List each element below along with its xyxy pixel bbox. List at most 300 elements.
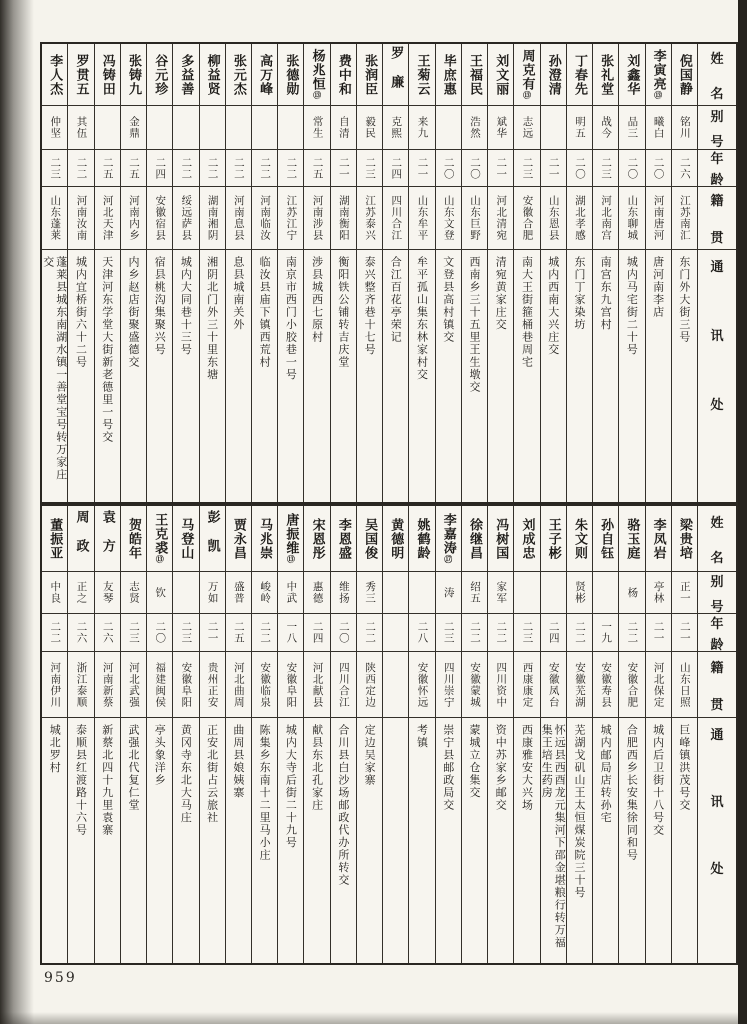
person-column	[619, 506, 645, 963]
person-alias: 绍五	[469, 581, 481, 604]
person-age: 二二	[49, 621, 62, 644]
person-native: 安徽合肥	[521, 195, 534, 241]
person-address: 西康雅安大兴场	[520, 724, 534, 812]
person-age-cell	[383, 150, 408, 187]
person-native: 河南息县	[232, 195, 245, 241]
person-address-cell	[200, 718, 225, 963]
person-column	[304, 506, 330, 963]
person-address: 亭头象洋乡	[153, 724, 167, 787]
person-name: 张礼堂	[598, 53, 614, 96]
scan-edge-right	[738, 0, 747, 1024]
person-name: 彭凯	[204, 509, 220, 568]
person-column	[304, 44, 330, 502]
person-age: 二六	[75, 621, 88, 644]
person-column	[173, 44, 199, 502]
person-column	[252, 506, 278, 963]
person-name-cell	[646, 44, 671, 106]
person-alias-cell	[42, 572, 67, 614]
person-age: 二六	[678, 156, 691, 180]
person-alias-cell	[383, 106, 408, 150]
person-age-cell	[646, 150, 671, 187]
person-alias-cell	[200, 572, 225, 614]
person-address-cell	[278, 250, 303, 502]
person-age: 二〇	[469, 156, 481, 180]
person-address: 正安北街占云旅社	[205, 724, 219, 824]
person-alias: 铭川	[678, 116, 691, 139]
person-native-cell	[121, 652, 146, 718]
person-address: 城内宜桥街六十二号	[74, 256, 88, 369]
person-address-cell	[619, 718, 644, 963]
person-age: 二三	[521, 156, 534, 180]
person-name-cell	[488, 44, 513, 106]
person-age: 二五	[232, 621, 245, 644]
person-name-cell	[95, 44, 120, 106]
person-column	[226, 506, 252, 963]
person-native: 山东日照	[678, 661, 691, 708]
person-age-cell	[68, 614, 93, 652]
person-alias-cell	[68, 572, 93, 614]
person-native: 河北保定	[652, 661, 665, 708]
person-address-cell	[252, 250, 277, 502]
person-alias-cell	[593, 572, 618, 614]
person-native-cell	[514, 652, 539, 718]
person-address: 城内邮局店转孙宅	[599, 724, 613, 824]
person-name: 冯树国	[493, 517, 509, 560]
person-address: 定边吴家寨	[363, 724, 377, 787]
person-age-cell	[593, 150, 618, 187]
person-name-cell	[278, 506, 303, 572]
header-age-label: 年 龄	[710, 616, 724, 652]
person-name-cell	[278, 44, 303, 106]
person-address-cell	[226, 250, 251, 502]
person-column	[646, 506, 672, 963]
person-age: 二二	[180, 156, 193, 180]
person-age: 二一	[206, 621, 219, 644]
person-age-cell	[278, 150, 303, 187]
person-name: 张润臣	[362, 53, 378, 96]
person-name: 骆玉庭	[624, 517, 640, 560]
person-age-cell	[252, 614, 277, 652]
person-name: 李嘉涛⑰	[440, 513, 456, 564]
person-address: 牟平孤山集东林家村交	[415, 256, 429, 381]
person-name: 刘成忠	[519, 517, 535, 560]
person-age-cell	[357, 614, 382, 652]
person-address: 西南乡三十五里王生墩交	[468, 256, 481, 394]
person-name: 董振亚	[47, 517, 63, 560]
scan-edge-left	[0, 0, 34, 1024]
person-alias: 友琴	[101, 581, 114, 604]
person-alias: 品三	[626, 116, 639, 139]
person-native: 山东恩县	[547, 195, 560, 241]
person-address: 内乡赵店街聚盛德交	[126, 256, 140, 369]
person-column	[200, 506, 226, 963]
person-age-cell	[226, 150, 251, 187]
person-name-cell	[173, 44, 198, 106]
person-age: 二二	[259, 621, 272, 644]
person-age: 二一	[652, 621, 665, 644]
person-column	[672, 506, 698, 963]
person-address: 巨峰镇洪茂号交	[677, 724, 691, 812]
person-alias: 维扬	[337, 581, 350, 604]
person-age: 二五	[311, 156, 324, 180]
person-alias: 自清	[337, 116, 350, 139]
person-age: 二〇	[442, 156, 455, 180]
person-native: 河北南宫	[600, 195, 613, 241]
person-age-cell	[619, 614, 644, 652]
person-alias-cell	[252, 572, 277, 614]
person-alias-cell	[95, 106, 120, 150]
person-alias-cell	[567, 106, 592, 150]
header-name-label: 姓 名	[710, 51, 724, 102]
person-address-cell	[672, 250, 697, 502]
person-address-cell	[304, 250, 329, 502]
person-name-cell	[383, 44, 408, 106]
person-column	[226, 44, 252, 502]
person-address: 怀远县西酉龙元集河下邵金堪粮行转万福集王培生药房	[540, 724, 566, 949]
person-age-cell	[409, 150, 434, 187]
person-address-cell	[121, 718, 146, 963]
person-age: 二二	[206, 156, 219, 180]
person-address: 合川县白沙场邮政代办所转交	[336, 724, 350, 887]
person-name: 李凤岩	[650, 517, 666, 560]
person-native: 山东聊城	[626, 195, 639, 241]
person-column	[278, 506, 304, 963]
person-native-cell	[567, 187, 592, 250]
person-alias: 其伍	[75, 116, 88, 139]
person-alias-cell	[541, 572, 566, 614]
person-native-cell	[541, 652, 566, 718]
person-native: 河北天津	[101, 195, 114, 241]
person-age: 一九	[600, 621, 613, 644]
person-column	[252, 44, 278, 502]
person-name-cell	[304, 506, 329, 572]
header-alias-label: 别 号	[710, 574, 724, 614]
person-native-cell	[68, 187, 93, 250]
person-age: 二四	[154, 156, 167, 180]
person-name-cell	[514, 506, 539, 572]
person-name-cell	[409, 506, 434, 572]
person-alias-cell	[68, 106, 93, 150]
person-name-cell	[383, 506, 408, 572]
person-native: 河北武强	[127, 661, 140, 708]
person-address-cell	[462, 250, 487, 502]
person-age-cell	[541, 614, 566, 652]
person-address: 合肥西乡长安集徐同和号	[625, 724, 639, 862]
person-age-cell	[383, 614, 408, 652]
person-address-cell	[357, 250, 382, 502]
person-age-cell	[357, 150, 382, 187]
person-column	[462, 44, 488, 502]
person-address: 临汝县庙下镇西荒村	[258, 256, 272, 369]
person-native-cell	[462, 187, 487, 250]
person-address-cell	[278, 718, 303, 963]
person-name: 黄德明	[388, 517, 404, 560]
person-native: 江苏泰兴	[364, 195, 377, 241]
person-column	[619, 44, 645, 502]
person-alias: 志贤	[127, 581, 140, 604]
person-name: 毕庶惠	[440, 53, 456, 96]
person-alias-cell	[331, 106, 356, 150]
person-address: 陈集乡东南十二里马小庄	[258, 724, 272, 862]
person-alias: 正之	[75, 581, 88, 604]
person-alias-cell	[514, 106, 539, 150]
person-age: 二四	[311, 621, 324, 644]
person-name: 王子彬	[545, 517, 561, 560]
person-name-cell	[462, 44, 487, 106]
person-native-cell	[200, 652, 225, 718]
person-address: 城内大同巷十三号	[179, 256, 193, 356]
person-address: 清宛黄家庄交	[494, 256, 508, 331]
person-address-cell	[488, 718, 513, 963]
person-column	[121, 44, 147, 502]
person-column	[593, 44, 619, 502]
person-address-cell	[147, 250, 172, 502]
person-name-cell	[252, 506, 277, 572]
person-age: 二一	[547, 156, 560, 180]
person-age-cell	[121, 614, 146, 652]
person-age-cell	[278, 614, 303, 652]
person-alias-cell	[173, 106, 198, 150]
person-name-cell	[226, 506, 251, 572]
person-column	[383, 44, 409, 502]
person-name: 李寅亮⑬	[650, 49, 666, 100]
person-name-cell	[462, 506, 487, 572]
person-address-cell	[200, 250, 225, 502]
person-native: 山东巨野	[469, 195, 481, 241]
person-alias-cell	[252, 106, 277, 150]
person-address: 崇宁县邮政局交	[441, 724, 455, 812]
person-age: 二一	[416, 156, 429, 180]
person-column	[436, 44, 462, 502]
person-column	[68, 44, 94, 502]
person-age: 二三	[180, 621, 193, 644]
person-name: 马兆崇	[257, 517, 273, 560]
person-name: 孙自钰	[598, 517, 614, 560]
person-age-cell	[567, 150, 592, 187]
person-name: 袁方	[99, 509, 115, 568]
person-alias: 斌华	[495, 116, 508, 139]
person-alias-cell	[409, 572, 434, 614]
person-address: 湘阴北门外三十里东塘	[205, 256, 219, 381]
person-alias-cell	[226, 572, 251, 614]
person-name: 宋恩彤	[309, 517, 325, 560]
person-age-cell	[331, 150, 356, 187]
person-native: 绥远萨县	[180, 195, 193, 241]
person-age: 二三	[521, 621, 534, 644]
person-native-cell	[593, 652, 618, 718]
person-native: 湖南湘阴	[206, 195, 219, 241]
person-age: 二六	[101, 621, 114, 644]
person-alias-cell	[357, 106, 382, 150]
person-address-cell	[252, 718, 277, 963]
person-age: 二〇	[337, 621, 350, 644]
person-column	[462, 506, 488, 963]
person-alias: 曦白	[652, 116, 665, 139]
person-name-cell	[541, 44, 566, 106]
person-native-cell	[226, 652, 251, 718]
person-name: 周克有⑬	[519, 49, 535, 100]
person-native-cell	[409, 187, 434, 250]
person-native-cell	[436, 187, 461, 250]
person-native-cell	[42, 187, 67, 250]
person-alias-cell	[436, 572, 461, 614]
person-name-cell	[42, 44, 67, 106]
person-age: 二二	[495, 621, 508, 644]
person-age-cell	[514, 150, 539, 187]
person-age-cell	[200, 150, 225, 187]
person-alias-cell	[42, 106, 67, 150]
person-native: 江苏江宁	[285, 195, 298, 241]
person-name: 刘文丽	[493, 53, 509, 96]
person-age-cell	[121, 150, 146, 187]
person-native: 安徽合肥	[626, 661, 639, 708]
person-name-cell	[95, 506, 120, 572]
person-native: 河南伊川	[49, 661, 62, 708]
person-address-cell	[383, 250, 408, 502]
person-name: 柳益贤	[204, 53, 220, 96]
person-alias: 秀三	[364, 581, 377, 604]
person-name: 高万峰	[257, 53, 273, 96]
person-address: 南大王街箍桶巷周宅	[520, 256, 534, 369]
person-name: 贺皓年	[125, 517, 141, 560]
person-alias-cell	[488, 572, 513, 614]
person-address: 合江百花亭荣记	[389, 256, 403, 344]
header-cell-name	[698, 44, 736, 106]
person-alias: 金鼎	[127, 116, 140, 139]
person-column	[646, 44, 672, 502]
person-alias-cell	[331, 572, 356, 614]
person-alias-cell	[95, 572, 120, 614]
person-age: 二二	[364, 621, 377, 644]
person-column	[357, 506, 383, 963]
person-age-cell	[304, 614, 329, 652]
person-age-cell	[42, 150, 67, 187]
person-name: 冯铸田	[99, 53, 115, 96]
person-native: 四川合江	[390, 195, 403, 241]
person-age-cell	[567, 614, 592, 652]
header-cell-address	[698, 718, 736, 963]
header-name-label: 姓 名	[710, 515, 724, 566]
person-name: 王克裘⑬	[152, 513, 168, 564]
person-name-cell	[226, 44, 251, 106]
person-name-cell	[121, 44, 146, 106]
header-cell-age	[698, 150, 736, 187]
header-alias-label: 别 号	[710, 109, 724, 150]
person-alias-cell	[514, 572, 539, 614]
person-native-cell	[42, 652, 67, 718]
person-native: 河南汝南	[75, 195, 88, 241]
person-age-cell	[173, 614, 198, 652]
person-alias-cell	[488, 106, 513, 150]
person-alias-cell	[121, 106, 146, 150]
person-name: 费中和	[335, 53, 351, 96]
person-column	[409, 44, 435, 502]
person-age-cell	[95, 150, 120, 187]
person-alias: 杨	[626, 586, 639, 599]
person-alias-cell	[200, 106, 225, 150]
person-alias: 钦	[154, 586, 167, 599]
person-alias-cell	[357, 572, 382, 614]
person-native: 湖北孝感	[573, 195, 586, 241]
person-address: 蓬莱县城东南湖水镇一善堂宝号转万家庄交	[42, 256, 68, 481]
person-column	[121, 506, 147, 963]
person-name: 多益善	[178, 53, 194, 96]
person-alias: 常生	[311, 116, 324, 139]
person-column	[147, 44, 173, 502]
person-alias: 来九	[416, 116, 429, 139]
person-name: 王菊云	[414, 53, 430, 96]
person-alias: 毅民	[364, 116, 377, 139]
person-alias: 贤彬	[573, 581, 586, 604]
person-address: 泰顺县红渡路十六号	[74, 724, 88, 837]
person-address-cell	[95, 718, 120, 963]
person-alias: 万如	[206, 581, 219, 604]
person-age: 二三	[127, 621, 140, 644]
person-native-cell	[383, 187, 408, 250]
person-alias-cell	[541, 106, 566, 150]
person-age: 二〇	[154, 621, 167, 644]
person-address: 息县城南关外	[231, 256, 245, 331]
person-name-cell	[567, 44, 592, 106]
person-native: 安徽寿县	[600, 661, 613, 708]
person-name: 朱文则	[571, 517, 587, 560]
directory-table-bottom	[40, 504, 738, 965]
person-name-cell	[514, 44, 539, 106]
header-age-label: 年 龄	[710, 152, 724, 187]
person-name: 王福民	[467, 53, 482, 96]
person-alias-cell	[409, 106, 434, 150]
person-age: 二三	[364, 156, 377, 180]
person-native-cell	[593, 187, 618, 250]
person-column	[593, 506, 619, 963]
person-native: 安徽阜阳	[180, 661, 193, 708]
person-native-cell	[567, 652, 592, 718]
person-column	[567, 506, 593, 963]
person-column	[436, 506, 462, 963]
person-column	[68, 506, 94, 963]
person-alias: 浩然	[469, 116, 481, 139]
person-address: 南京市西门小胶巷一号	[284, 256, 298, 381]
person-alias-cell	[462, 572, 487, 614]
person-native-cell	[357, 652, 382, 718]
person-address-cell	[226, 718, 251, 963]
person-address-cell	[488, 250, 513, 502]
person-column	[95, 44, 121, 502]
person-age-cell	[304, 150, 329, 187]
person-address-cell	[619, 250, 644, 502]
person-native-cell	[147, 187, 172, 250]
person-column	[383, 506, 409, 963]
person-name-cell	[200, 44, 225, 106]
person-native-cell	[226, 187, 251, 250]
person-native: 河北清宛	[495, 195, 508, 241]
person-alias-cell	[226, 106, 251, 150]
person-address-cell	[331, 250, 356, 502]
person-name-cell	[304, 44, 329, 106]
header-cell-address	[698, 250, 736, 502]
header-cell-native	[698, 187, 736, 250]
person-name: 张元杰	[230, 53, 246, 96]
person-age: 二〇	[626, 156, 639, 180]
person-address-cell	[593, 250, 618, 502]
person-alias: 惠德	[311, 581, 324, 604]
person-address-cell	[121, 250, 146, 502]
person-address-cell	[646, 250, 671, 502]
person-column	[409, 506, 435, 963]
person-address-cell	[672, 718, 697, 963]
person-column	[514, 44, 540, 502]
person-native: 四川崇宁	[442, 661, 455, 708]
